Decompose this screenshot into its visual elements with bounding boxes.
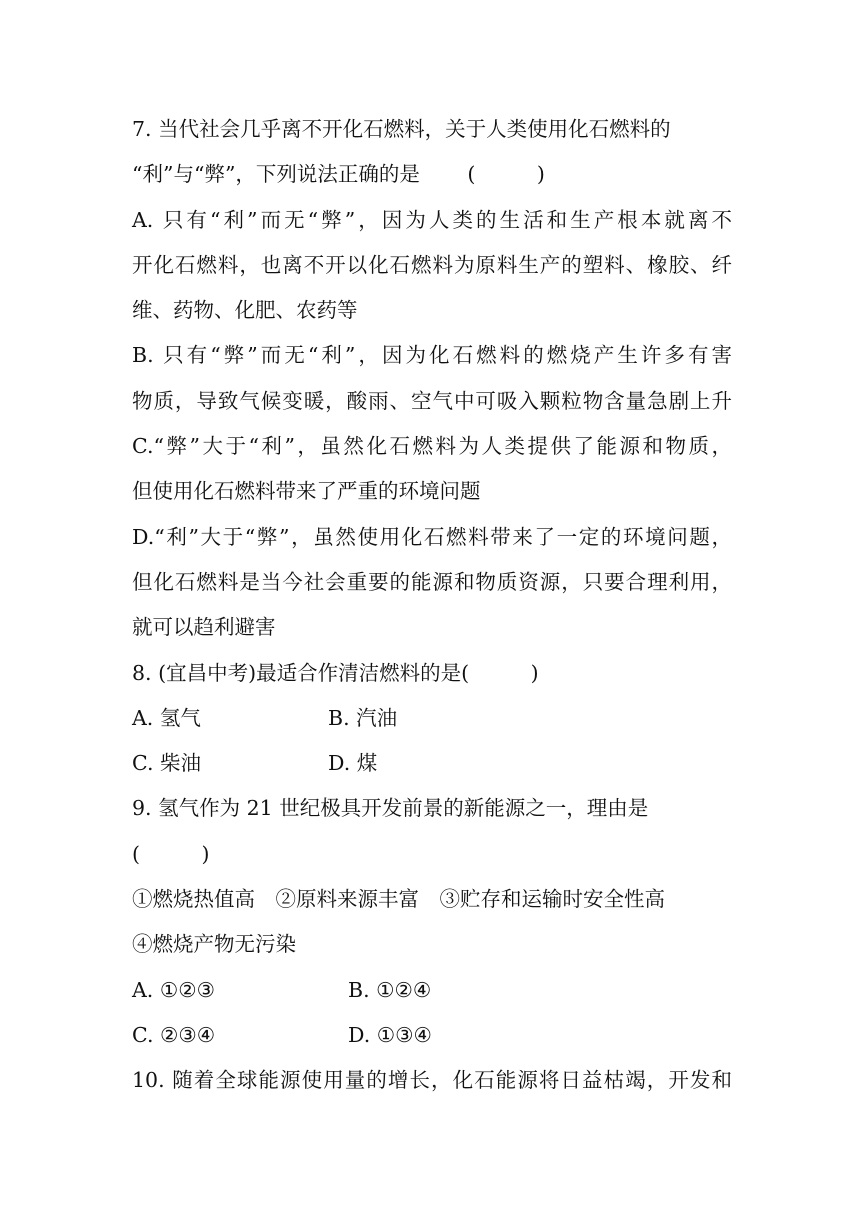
question-8-option-d: D. 煤 bbox=[328, 751, 378, 776]
question-9-option-c: C. ②③④ bbox=[132, 1022, 216, 1047]
question-7-option-c-line-2: 但使用化石燃料带来了严重的环境问题 bbox=[132, 479, 481, 504]
question-7-option-d-line-1: D.“利”大于“弊”，虽然使用化石燃料带来了一定的环境问题， bbox=[132, 524, 732, 549]
question-7-stem-line-1: 7. 当代社会几乎离不开化石燃料，关于人类使用化石燃料的 bbox=[132, 117, 671, 141]
question-8-stem: 8. (宜昌中考)最适合作清洁燃料的是( ) bbox=[132, 660, 539, 685]
question-8-option-c: C. 柴油 bbox=[132, 751, 201, 776]
question-10-stem-line-1: 10. 随着全球能源使用量的增长，化石能源将日益枯竭，开发和 bbox=[132, 1068, 732, 1093]
question-8-options-row-2 bbox=[132, 741, 732, 786]
question-9-statements-line-1: ①燃烧热值高 ②原料来源丰富 ③贮存和运输时安全性高 bbox=[132, 887, 665, 912]
question-7-option-b-line-1: B. 只有“弊”而无“利”，因为化石燃料的燃烧产生许多有害 bbox=[132, 343, 732, 368]
question-9-option-b: B. ①②④ bbox=[348, 977, 432, 1002]
question-10 bbox=[132, 1058, 732, 1103]
question-7-option-d-line-3: 就可以趋利避害 bbox=[132, 615, 276, 640]
question-7 bbox=[132, 107, 732, 651]
question-7-stem-line-2: “利”与“弊”，下列说法正确的是 ( ) bbox=[132, 162, 545, 187]
question-9 bbox=[132, 786, 732, 1058]
question-7-option-c-line-1: C.“弊”大于“利”，虽然化石燃料为人类提供了能源和物质， bbox=[132, 434, 732, 459]
question-9-options-row-2 bbox=[132, 1013, 732, 1058]
question-9-options-row-1 bbox=[132, 968, 732, 1013]
question-7-option-a-line-1: A. 只有“利”而无“弊”，因为人类的生活和生产根本就离不 bbox=[132, 207, 732, 232]
question-8-option-a: A. 氢气 bbox=[132, 705, 201, 730]
question-list bbox=[132, 107, 732, 1104]
question-8-option-b: B. 汽油 bbox=[328, 705, 398, 730]
question-9-stem-line-2: ( ) bbox=[132, 841, 210, 866]
question-7-option-a-line-2: 开化石燃料，也离不开以化石燃料为原料生产的塑料、橡胶、纤 bbox=[132, 252, 732, 277]
question-9-option-a: A. ①②③ bbox=[132, 977, 215, 1002]
question-7-option-a-line-3: 维、药物、化肥、农药等 bbox=[132, 298, 358, 323]
question-7-option-b-line-2: 物质，导致气候变暖，酸雨、空气中可吸入颗粒物含量急剧上升 bbox=[132, 388, 732, 413]
question-9-statements-line-2: ④燃烧产物无污染 bbox=[132, 932, 296, 957]
question-9-option-d: D. ①③④ bbox=[348, 1022, 432, 1047]
question-8 bbox=[132, 651, 732, 787]
question-9-stem-line-1: 9. 氢气作为 21 世纪极具开发前景的新能源之一，理由是 bbox=[132, 796, 649, 821]
question-8-options-row-1 bbox=[132, 696, 732, 741]
question-7-option-d-line-2: 但化石燃料是当今社会重要的能源和物质资源，只要合理利用， bbox=[132, 569, 732, 594]
